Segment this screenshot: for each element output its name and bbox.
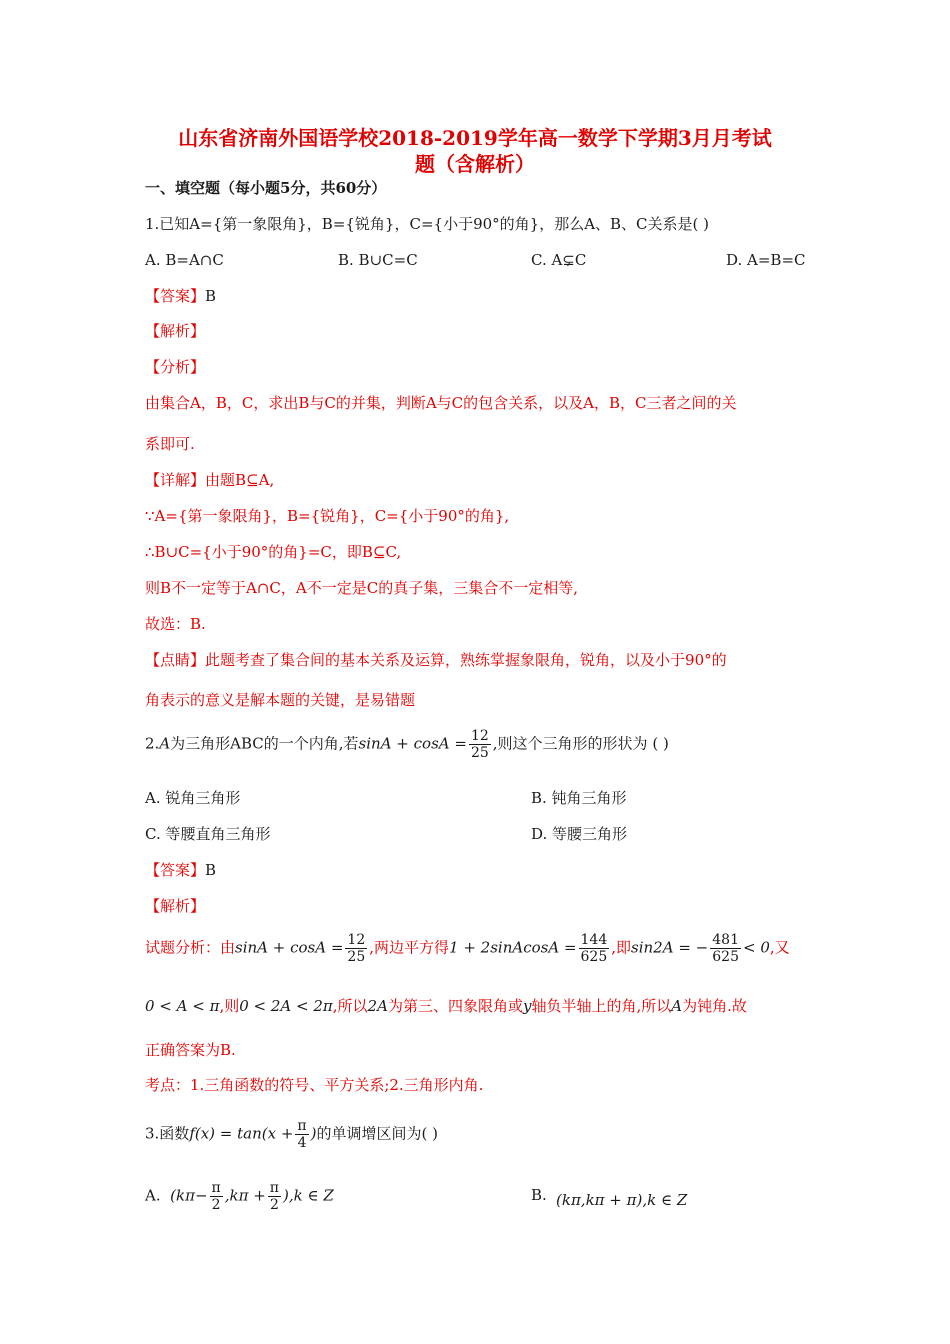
q2-option-d: D. 等腰三角形 (531, 825, 628, 843)
section-heading: 一、填空题（每小题5分，共60分） (145, 179, 387, 197)
q2-var-a: A (159, 734, 171, 753)
q3-stem (145, 1118, 438, 1151)
q2-sol-expr1: sinA + cosA = (235, 938, 344, 957)
q3-option-a (145, 1180, 334, 1213)
q3-option-a-mid: ,kπ + (224, 1186, 266, 1205)
q3-option-a-frac2: $\frac{\pi}{2}$ (269, 1180, 279, 1213)
q1-detail-text1: 由题B⊆A, (205, 471, 275, 489)
q2-fraction: $\frac{12}{25}$ (470, 728, 489, 761)
q2-sol2-t1: ,则 (219, 997, 240, 1015)
q1-detail-tag: 【详解】 (145, 471, 206, 489)
q1-comment-line2: 角表示的意义是解本题的关键，是易错题 (145, 691, 416, 709)
q2-sol-mid1: ,两边平方得 (369, 938, 450, 957)
q2-number: 2. (145, 734, 160, 753)
q3-stem-pre: 3.函数 (145, 1124, 190, 1143)
q3-option-a-post: ),k ∈ Z (283, 1186, 334, 1205)
q3-option-b-label: B. (531, 1186, 547, 1204)
q1-stem: 1.已知A={第一象限角}，B={锐角}，C={小于90°的角}，那么A、B、C关系是( ) (145, 215, 710, 233)
q3-stem-end: 的单调增区间为( ) (316, 1124, 438, 1143)
q3-fraction: $\frac{\pi}{4}$ (297, 1118, 307, 1151)
q2-sol-expr3: sin2A = − (631, 938, 709, 957)
q1-comment-text1: 此题考查了集合间的基本关系及运算，熟练掌握象限角，锐角，以及小于90°的 (205, 651, 727, 669)
q3-option-a-label: A. (145, 1186, 161, 1205)
q1-detail-line1 (145, 470, 274, 490)
q2-sol2-t2: ,所以 (332, 997, 368, 1015)
q2-sol2-t4: 轴负半轴上的角,所以 (531, 997, 672, 1015)
q2-sol-frac2: $\frac{144}{625}$ (580, 932, 608, 965)
q1-detail-line4: 则B不一定等于A∩C，A不一定是C的真子集，三集合不一定相等, (145, 579, 578, 597)
q1-analysis-line2: 系即可. (145, 435, 195, 453)
q1-answer-value: B (205, 287, 217, 305)
q1-option-a: A. B=A∩C (145, 251, 224, 269)
q1-option-d: D. A=B=C (726, 251, 806, 269)
document-title-line1: 山东省济南外国语学校2018-2019学年高一数学下学期3月月考试 (178, 126, 772, 150)
q1-answer (145, 286, 216, 306)
document-title-line2: 题（含解析） (415, 152, 535, 176)
q2-kaodian: 考点：1.三角函数的符号、平方关系;2.三角形内角. (145, 1076, 484, 1094)
q2-stem-text: 为三角形ABC的一个内角,若 (170, 734, 359, 753)
q2-option-a: A. 锐角三角形 (145, 789, 241, 807)
q2-sol-end1: ,又 (769, 938, 790, 957)
q1-detail-line5: 故选：B. (145, 615, 206, 633)
q2-solution-line2 (145, 996, 747, 1016)
q2-solution-line3: 正确答案为B. (145, 1041, 236, 1059)
q1-answer-tag: 【答案】 (145, 287, 206, 305)
q3-option-a-frac1: $\frac{\pi}{2}$ (211, 1180, 221, 1213)
q3-close-paren: ) (310, 1124, 317, 1143)
q2-solution-line1 (145, 932, 790, 965)
q2-sol-mid2: ,即 (611, 938, 632, 957)
q1-comment-line1 (145, 650, 727, 670)
q2-answer-tag: 【答案】 (145, 861, 206, 879)
q2-jiexi-tag: 【解析】 (145, 897, 206, 915)
q1-analysis-line1: 由集合A，B，C，求出B与C的并集，判断A与C的包含关系，以及A，B，C三者之间的关 (145, 394, 737, 412)
q2-sol2-t3: 为第三、四象限角或 (387, 997, 523, 1015)
q2-sol2-expr4: y (522, 997, 532, 1015)
q1-jiexi-tag: 【解析】 (145, 322, 206, 340)
q2-sol-pre: 试题分析：由 (145, 938, 236, 957)
q2-sol2-expr3: 2A (367, 997, 388, 1015)
q1-option-c: C. A⊊C (531, 251, 587, 269)
q3-option-a-pre: (kπ− (170, 1186, 208, 1205)
q1-fenxi-tag: 【分析】 (145, 358, 206, 376)
q2-option-b: B. 钝角三角形 (531, 789, 627, 807)
q2-option-c: C. 等腰直角三角形 (145, 825, 271, 843)
q2-sol-expr3b: < 0 (742, 938, 770, 957)
q2-stem (145, 728, 669, 761)
q2-answer-value: B (205, 861, 217, 879)
q1-detail-line2: ∵A={第一象限角}，B={锐角}，C={小于90°的角}, (145, 507, 510, 525)
q1-comment-tag: 【点睛】 (145, 651, 206, 669)
q2-sol-frac3: $\frac{481}{625}$ (712, 932, 739, 965)
q3-option-b-expr: (kπ,kπ + π),k ∈ Z (556, 1191, 688, 1209)
q2-sol2-t5: 为钝角.故 (682, 997, 747, 1015)
q2-sol-expr2: 1 + 2sinAcosA = (449, 938, 577, 957)
q2-sol2-expr1: 0 < A < π (145, 997, 220, 1015)
q2-sol2-expr5: A (671, 997, 683, 1015)
q2-sol2-expr2: 0 < 2A < 2π (239, 997, 333, 1015)
q2-answer (145, 860, 216, 880)
q3-expression: f(x) = tan(x + (189, 1124, 294, 1143)
q1-option-b: B. B∪C=C (338, 251, 418, 269)
q2-sol-frac1: $\frac{12}{25}$ (347, 932, 366, 965)
q2-expression: sinA + cosA = (358, 734, 467, 753)
q1-detail-line3: ∴B∪C={小于90°的角}=C，即B⊆C, (145, 543, 402, 561)
q2-stem-end: ,则这个三角形的形状为 ( ) (492, 734, 669, 753)
